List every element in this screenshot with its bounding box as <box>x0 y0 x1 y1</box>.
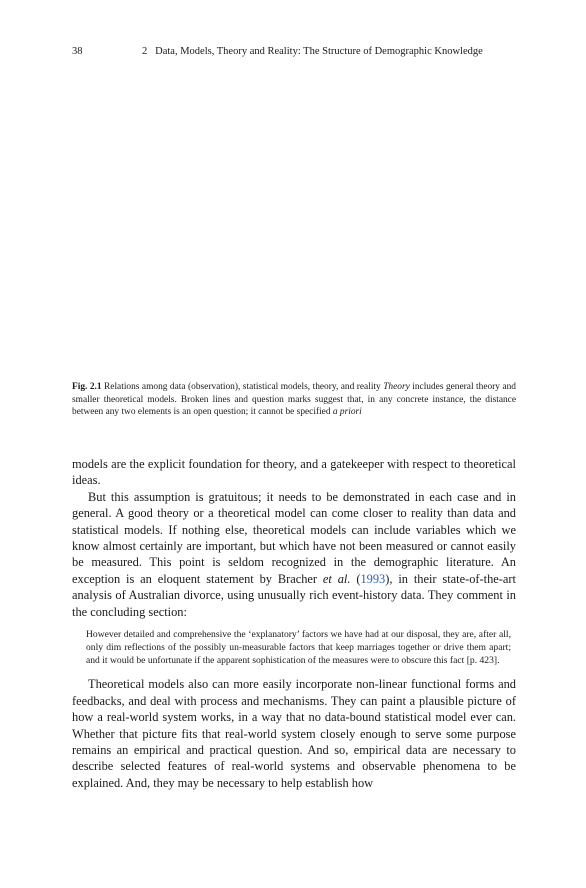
caption-theory: Theory <box>383 382 410 392</box>
caption-apriori: a priori <box>332 407 362 418</box>
figure-label: Fig. 2.1 <box>72 382 102 392</box>
paragraph-2-text-a: But this assumption is gratuitous; it needs to be demonstrated in each case and in general. A good theory or a theoretical model can come closer to reality than data and statistical models. If nothing else, theoretical models can include variables which we know almost certainly are important, but which have not been measured or cannot easily be measured. This point is seldom recognized in the demographic literature. An exception is an eloquent statement by Bracher <box>72 489 516 586</box>
citation-link[interactable]: 1993 <box>360 571 386 586</box>
et-al: et al. <box>322 571 351 586</box>
paragraph-3: Theoretical models also can more easily incorporate non-linear functional forms and feedbacks, and deal with process and mechanisms. They can paint a plausible picture of how a real-world system works, in a way that no data-bound statistical model ever can. Whether that picture fits that real-world system closely enough to serve some purpose remains an empirical and practical question. And so, empirical data are necessary to describe selected features of real-world systems and observable phenomena to be explained. And, they may be necessary to help establish how <box>72 677 516 790</box>
paragraph-2-text-b: ( <box>350 571 361 586</box>
figure-caption <box>72 381 516 419</box>
page-header <box>72 44 516 60</box>
figure-area <box>72 72 516 372</box>
caption-text-2: includes general theory and smaller theoretical models. Broken lines and question marks suggest that, in any concrete instance, the distance between any two elements is an open question; it cannot be specified <box>72 382 516 418</box>
running-head: 2 Data, Models, Theory and Reality: The Structure of Demographic Knowledge <box>142 46 483 57</box>
body-text <box>72 456 516 791</box>
paragraph-2-text-c: ), in their state-of-the-art analysis of Australian divorce, using unusually rich event-history data. They comment in the concluding section: <box>72 571 516 619</box>
paragraph-1: models are the explicit foundation for theory, and a gatekeeper with respect to theoretical ideas. <box>72 457 516 488</box>
paragraph-2 <box>72 489 516 620</box>
caption-text: Relations among data (observation), statistical models, theory, and reality <box>101 382 384 392</box>
block-quote: However detailed and comprehensive the ‘explanatory’ factors we have had at our disposal, they are, after all, only dim reflections of the possibly un-measurable factors that keep marriages together or drive them apart; and it would be unfortunate if the apparent sophistication of the measures were to obscure this fact [p. 423]. <box>86 629 511 666</box>
page-number: 38 <box>72 46 83 57</box>
